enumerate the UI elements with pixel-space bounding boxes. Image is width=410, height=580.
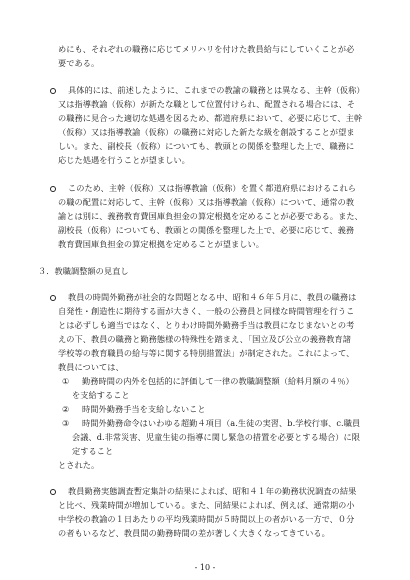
bullet2-line-2: の職の配置に対応して、主幹（仮称）又は指導教諭（仮称）について、通常の教 <box>58 197 355 207</box>
bullet3-line-4: えの下、教員の職務と勤務態様の特殊性を踏まえ、「国立及び公立の義務教育諸 <box>58 334 351 344</box>
bullet-circle-icon <box>50 88 56 94</box>
bullet4-line-2: と比べ、残業時間が増加している。また、同結果によれば、例えば、通常期の小 <box>58 500 355 510</box>
bullet3-line-6: 教員については、 <box>58 362 124 372</box>
bullet4-line-4: の者もいるなど、教員間の勤務時間の差が著しく大きくなってきている。 <box>58 528 330 538</box>
bullet1-line-4: （仮称）又は指導教諭（仮称）の職務に対応した新たな級を創設することが望ま <box>58 127 355 137</box>
bullet1-line-2: 又は指導教諭（仮称）が新たな職として位置付けられ、配置される場合には、そ <box>58 99 356 109</box>
bullet-circle-icon <box>50 489 56 495</box>
bullet3-line-5: 学校等の教育職員の給与等に関する特別措置法」が制定された。これによって、 <box>58 348 355 358</box>
bullet1-line-1: 具体的には、前述したように、これまでの教諭の職務とは異なる、主幹（仮称） <box>68 85 365 95</box>
bullet1-line-6: 応じた処遇を行うことが望ましい。 <box>58 155 190 165</box>
page-number: - 10 - <box>194 563 216 572</box>
section-heading: ３．教職調整額の見直し <box>38 266 129 276</box>
bullet4-line-3: 中学校の教諭の１日あたりの平均残業時間が５時間以上の者がいる一方で、０分 <box>58 514 355 524</box>
item-2-number: ② <box>62 404 70 414</box>
item-3-line-1: 時間外勤務命令はいわゆる超勤４項目（a.生徒の実習、b.学校行事、c.職員 <box>82 418 361 428</box>
bullet1-line-3: の職務に見合った適切な処遇を図るため、都道府県において、必要に応じて、主幹 <box>58 113 363 123</box>
item-1-line-1: 勤務時間の内外を包括的に評価して一律の教職調整額（給料月額の４％） <box>82 376 354 386</box>
bullet2-line-4: 副校長（仮称）についても、教頭との関係を整理した上で、必要に応じて、義務 <box>58 225 355 235</box>
bullet3-line-2: 自発性・創造性に期待する面が大きく、一般の公務員と同様な時間管理を行うこ <box>58 306 355 316</box>
item-1-number: ① <box>62 376 70 386</box>
bullet2-line-5: 教育費国庫負担金の算定根拠を定めることが望ましい。 <box>58 239 264 249</box>
bullet2-line-1: このため、主幹（仮称）又は指導教諭（仮称）を置く都道府県におけるこれら <box>68 183 356 193</box>
item-3-line-2: 会議、d.非常災害、児童生徒の指導に関し緊急の措置を必要とする場合）に限 <box>72 432 361 442</box>
bullet2-line-3: 諭とは別に、義務教育費国庫負担金の算定根拠を定めることが必要である。また、 <box>58 211 363 221</box>
bullet4-line-1: 教員勤務実態調査暫定集計の結果によれば、昭和４１年の勤務状況調査の結果 <box>68 486 357 496</box>
bullet3-line-1: 教員の時間外勤務が社会的な問題となる中、昭和４６年５月に、教員の職務は <box>68 292 357 302</box>
item-1-line-2: を支給すること <box>72 390 130 400</box>
bullet-circle-icon <box>50 186 56 192</box>
intro-line-1: めにも、それぞれの職務に応じてメリハリを付けた教員給与にしていくことが必 <box>58 44 355 54</box>
item-3-line-3: 定すること <box>72 446 114 456</box>
bullet3-line-3: とは必ずしも適当ではなく、とりわけ時間外勤務手当は教員になじまないとの考 <box>58 320 355 330</box>
bullet-circle-icon <box>50 295 56 301</box>
item-3-number: ③ <box>62 418 70 428</box>
bullet1-line-5: しい。また、副校長（仮称）についても、教頭との関係を整理した上で、職務に <box>58 141 355 151</box>
item-2-line-1: 時間外勤務手当を支給しないこと <box>82 404 206 414</box>
intro-line-2: 要である。 <box>58 58 100 68</box>
bullet3-closing: とされた。 <box>58 460 100 470</box>
